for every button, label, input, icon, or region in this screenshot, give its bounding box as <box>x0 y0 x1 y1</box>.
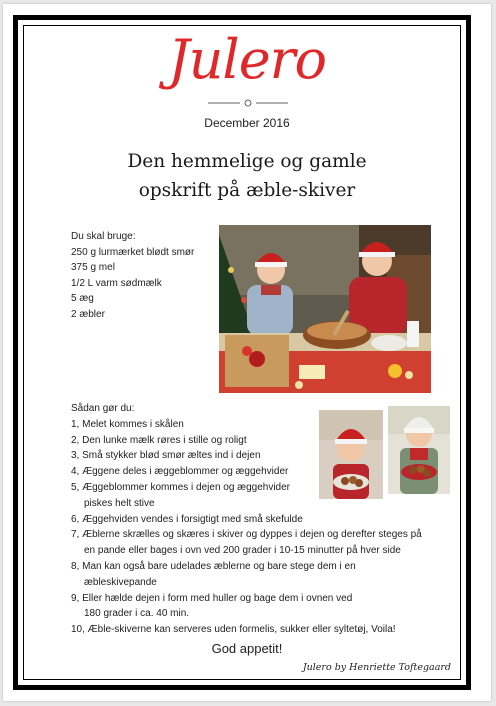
method-step: 10, Æble-skiverne kan serveres uden formelis, sukker eller syltetøj, Voila! <box>71 624 396 636</box>
method-step-continued: æbleskivepande <box>84 576 157 588</box>
method-step: 8, Man kan også bare udelades æblerne og bare stege dem i en <box>71 560 356 572</box>
method-step: 3, Små stykker blød smør æltes ind i dejen <box>71 450 261 462</box>
method-heading: Sådan gør du: <box>71 403 135 414</box>
method-step: 4, Æggene deles i æggeblommer og æggehvider <box>71 466 289 478</box>
ingredients-heading: Du skal bruge: <box>71 231 136 242</box>
method-list <box>71 401 422 638</box>
kids-baking-photo <box>219 225 431 393</box>
method-step-continued: piskes helt stive <box>84 497 155 509</box>
recipe-title-line-1: Den hemmelige og gamle <box>127 151 367 172</box>
closing-text: God appetit! <box>211 641 283 656</box>
ingredients-list <box>71 229 194 323</box>
recipe-page <box>3 4 491 701</box>
author-signature: Julero by Henriette Toftegaard <box>302 662 451 673</box>
ingredient-item: 2 æbler <box>71 308 105 320</box>
method-step-continued: 180 grader i ca. 40 min. <box>84 608 190 620</box>
method-step: 7, Æblerne skrælles og skæres i skiver og dyppes i dejen og derefter steges på <box>71 529 422 541</box>
method-step: 1, Melet kommes i skålen <box>71 418 184 430</box>
ingredient-item: 250 g lurmærket blødt smør <box>71 246 195 258</box>
issue-date: December 2016 <box>204 116 290 130</box>
method-step: 9, Eller hælde dejen i form med huller og bage dem i ovnen ved <box>71 592 353 604</box>
method-step: 2, Den lunke mælk røres i stille og roligt <box>71 434 247 446</box>
ingredient-item: 1/2 L varm sødmælk <box>71 277 162 289</box>
method-step: 6, Æggehviden vendes i forsigtigt med små skefulde <box>71 513 303 525</box>
recipe-title-line-2: opskrift på æble-skiver <box>138 180 356 201</box>
method-step: 5, Æggeblommer kommes i dejen og æggehvider <box>71 481 290 493</box>
flourish-divider <box>208 98 288 108</box>
recipe-title <box>3 147 491 205</box>
ingredient-item: 5 æg <box>71 293 94 305</box>
ingredient-item: 375 g mel <box>71 262 115 274</box>
brand-logo: Julero <box>168 28 326 91</box>
method-step-continued: en pande eller bages i ovn ved 200 grader i 10-15 minutter på hver side <box>84 545 401 557</box>
